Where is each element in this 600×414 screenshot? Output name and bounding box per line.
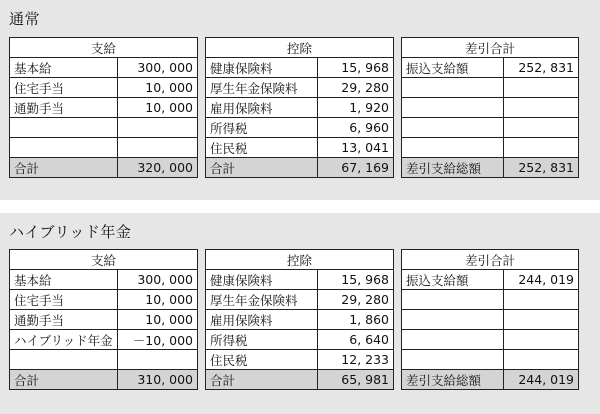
total-label: 差引支給総額 bbox=[402, 158, 504, 178]
table-row bbox=[402, 310, 579, 330]
section-title: 通常 bbox=[9, 10, 41, 28]
row-amount: 29, 280 bbox=[318, 290, 394, 310]
total-amount: 320, 000 bbox=[118, 158, 198, 178]
table-row bbox=[206, 138, 394, 158]
row-amount: 10, 000 bbox=[118, 290, 198, 310]
row-label: 健康保険料 bbox=[206, 270, 318, 290]
table-row bbox=[10, 290, 198, 310]
table-row bbox=[206, 118, 394, 138]
total-amount: 244, 019 bbox=[504, 370, 579, 390]
row-label: 雇用保険料 bbox=[206, 98, 318, 118]
row-label: 所得税 bbox=[206, 330, 318, 350]
section-title: ハイブリッド年金 bbox=[9, 223, 132, 241]
net-header: 差引合計 bbox=[402, 38, 579, 58]
row-amount bbox=[504, 98, 579, 118]
table-row bbox=[10, 270, 198, 290]
table-row bbox=[206, 98, 394, 118]
table-row bbox=[402, 270, 579, 290]
deductions-table bbox=[205, 249, 394, 390]
total-amount: 310, 000 bbox=[118, 370, 198, 390]
total-row bbox=[10, 158, 198, 178]
total-row bbox=[206, 158, 394, 178]
total-label: 合計 bbox=[10, 158, 118, 178]
row-amount: 300, 000 bbox=[118, 270, 198, 290]
row-label: 健康保険料 bbox=[206, 58, 318, 78]
row-amount: 300, 000 bbox=[118, 58, 198, 78]
row-amount: 15, 968 bbox=[318, 270, 394, 290]
table-row bbox=[206, 78, 394, 98]
row-amount: 10, 000 bbox=[118, 78, 198, 98]
row-amount: 29, 280 bbox=[318, 78, 394, 98]
row-amount: 10, 000 bbox=[118, 310, 198, 330]
total-label: 合計 bbox=[10, 370, 118, 390]
total-amount: 252, 831 bbox=[504, 158, 579, 178]
row-label bbox=[402, 118, 504, 138]
table-row bbox=[402, 78, 579, 98]
row-amount bbox=[504, 330, 579, 350]
row-amount bbox=[504, 118, 579, 138]
table-row bbox=[402, 330, 579, 350]
row-label bbox=[402, 98, 504, 118]
row-label bbox=[402, 290, 504, 310]
net-header: 差引合計 bbox=[402, 250, 579, 270]
payments-table bbox=[9, 37, 198, 178]
row-amount bbox=[504, 310, 579, 330]
row-amount: 1, 860 bbox=[318, 310, 394, 330]
row-label bbox=[402, 310, 504, 330]
table-row bbox=[206, 58, 394, 78]
row-amount: 10, 000 bbox=[118, 98, 198, 118]
row-amount: 1, 920 bbox=[318, 98, 394, 118]
net-table bbox=[401, 249, 579, 390]
total-row bbox=[402, 370, 579, 390]
row-label: 所得税 bbox=[206, 118, 318, 138]
row-amount: 6, 960 bbox=[318, 118, 394, 138]
payments-header: 支給 bbox=[10, 38, 198, 58]
total-label: 合計 bbox=[206, 370, 318, 390]
table-row bbox=[402, 98, 579, 118]
row-label bbox=[402, 330, 504, 350]
table-row bbox=[206, 310, 394, 330]
table-row bbox=[10, 58, 198, 78]
table-row bbox=[10, 98, 198, 118]
row-amount bbox=[504, 350, 579, 370]
payments-header: 支給 bbox=[10, 250, 198, 270]
table-row bbox=[10, 138, 198, 158]
row-label bbox=[10, 350, 118, 370]
payments-table bbox=[9, 249, 198, 390]
row-amount bbox=[118, 138, 198, 158]
table-row bbox=[402, 58, 579, 78]
row-label: 住民税 bbox=[206, 350, 318, 370]
deductions-table bbox=[205, 37, 394, 178]
row-label: 住民税 bbox=[206, 138, 318, 158]
row-amount: 6, 640 bbox=[318, 330, 394, 350]
row-label: 振込支給額 bbox=[402, 58, 504, 78]
table-row bbox=[10, 350, 198, 370]
row-label: 住宅手当 bbox=[10, 78, 118, 98]
table-row bbox=[10, 310, 198, 330]
row-amount: 252, 831 bbox=[504, 58, 579, 78]
row-label: 厚生年金保険料 bbox=[206, 290, 318, 310]
row-label: 厚生年金保険料 bbox=[206, 78, 318, 98]
table-row bbox=[206, 350, 394, 370]
table-row bbox=[402, 350, 579, 370]
table-row bbox=[402, 118, 579, 138]
row-amount: 12, 233 bbox=[318, 350, 394, 370]
row-amount: 13, 041 bbox=[318, 138, 394, 158]
total-amount: 67, 169 bbox=[318, 158, 394, 178]
row-label: ハイブリッド年金 bbox=[10, 330, 118, 350]
row-amount: 244, 019 bbox=[504, 270, 579, 290]
row-label bbox=[402, 350, 504, 370]
deductions-header: 控除 bbox=[206, 38, 394, 58]
row-label: 通勤手当 bbox=[10, 98, 118, 118]
row-amount: －10, 000 bbox=[118, 330, 198, 350]
table-row bbox=[10, 330, 198, 350]
table-row bbox=[10, 78, 198, 98]
total-row bbox=[402, 158, 579, 178]
row-amount bbox=[504, 138, 579, 158]
total-row bbox=[206, 370, 394, 390]
table-row bbox=[10, 118, 198, 138]
row-label: 基本給 bbox=[10, 58, 118, 78]
row-label: 住宅手当 bbox=[10, 290, 118, 310]
row-amount: 15, 968 bbox=[318, 58, 394, 78]
table-row bbox=[206, 270, 394, 290]
row-label bbox=[402, 78, 504, 98]
row-amount bbox=[504, 78, 579, 98]
deductions-header: 控除 bbox=[206, 250, 394, 270]
row-amount bbox=[118, 350, 198, 370]
row-label: 通勤手当 bbox=[10, 310, 118, 330]
table-row bbox=[206, 330, 394, 350]
section-hybrid-pension bbox=[0, 213, 600, 414]
table-row bbox=[402, 138, 579, 158]
row-amount bbox=[504, 290, 579, 310]
table-row bbox=[402, 290, 579, 310]
row-label: 雇用保険料 bbox=[206, 310, 318, 330]
row-label: 基本給 bbox=[10, 270, 118, 290]
table-row bbox=[206, 290, 394, 310]
row-label bbox=[10, 118, 118, 138]
row-label bbox=[402, 138, 504, 158]
row-label: 振込支給額 bbox=[402, 270, 504, 290]
section-regular bbox=[0, 0, 600, 200]
row-amount bbox=[118, 118, 198, 138]
net-table bbox=[401, 37, 579, 178]
total-label: 合計 bbox=[206, 158, 318, 178]
row-label bbox=[10, 138, 118, 158]
total-amount: 65, 981 bbox=[318, 370, 394, 390]
total-label: 差引支給総額 bbox=[402, 370, 504, 390]
total-row bbox=[10, 370, 198, 390]
